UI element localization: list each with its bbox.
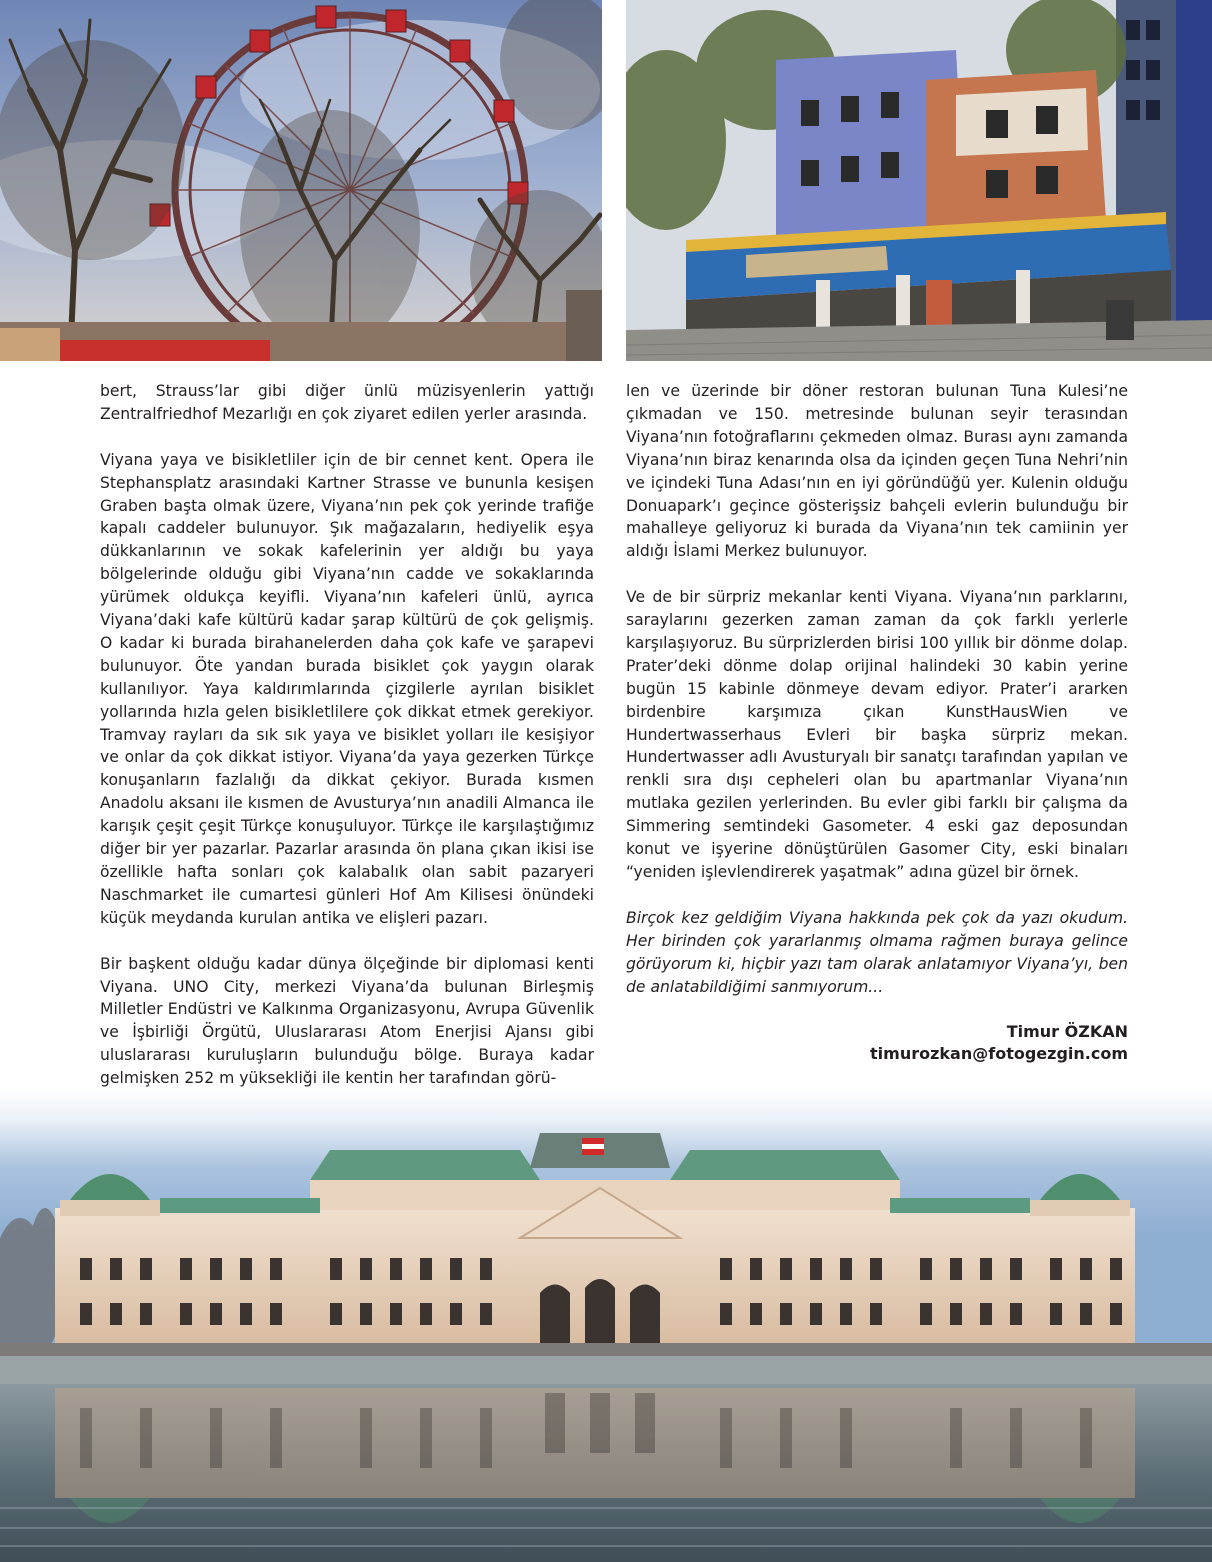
article-paragraph: bert, Strauss’lar gibi diğer ünlü müzisyenlerin yattığı Zentralfriedhof Mezarlığı en çok ziyaret edilen yerler arasında. — [100, 382, 594, 423]
author-name: Timur ÖZKAN — [1006, 1022, 1128, 1042]
article-column-right — [626, 380, 1128, 1065]
closing-paragraph: Birçok kez geldiğim Viyana hakkında pek çok da yazı okudum. Her birinden çok yararlanmış olmama rağmen buraya gelince görüyorum ki, hiçbir yazı tam olarak anlatamıyor Viyana’yı, ben de anlatabildiğimi sanmıyorum... — [626, 908, 1128, 996]
article-paragraph: Ve de bir sürpriz mekanlar kenti Viyana. Viyana’nın parklarını, saraylarını gezerken zaman zaman da çok farklı yerlerle karşılaşıyoruz. Bu sürprizlerden birisi 100 yıllık bir dönme dolap. Prater’deki dönme dolap orijinal halindeki 30 kabin yerine bugün 15 kabinle dönmeye devam ediyor. Prater’i ararken birdenbire karşımıza çıkan KunstHausWien ve Hundertwasserhaus Evleri bir başka sürpriz mekan. Hundertwasser adlı Avusturyalı bir sanatçı tarafından yapılan ve renkli sıra dışı cepheleri olan bu apartmanlar Viyana’nın mutlaka gezilen yerlerinden. Bu evler gibi farklı bir çalışma da Simmering semtindeki Gasometer. 4 eski gaz deposundan konut ve işyerine dönüştürülen Gasomer City, eski binaları “yeniden işlevlendirerek yaşatmak” adına güzel bir örnek. — [626, 588, 1128, 882]
article-paragraph: Viyana yaya ve bisikletliler için de bir cennet kent. Opera ile Stephansplatz arasındaki Kartner Strasse ve bununla kesişen Graben başta olmak üzere, Viyana’nın pek çok yerinde trafiğe kapalı caddeler bulunuyor. Şık mağazaların, hediyelik eşya dükkanlarının ve sokak kafelerinin yer aldığı bu yaya bölgelerinde olduğu gibi Viyana’nın cadde ve sokaklarında yürümek oldukça keyifli. Viyana’nın kafeleri ünlü, ayrıca Viyana’daki kafe kültürü kadar şarap kültürü de çok gelişmiş. O kadar ki burada birahanelerden daha çok kafe ve şarapevi bulunuyor. Öte yandan burada bisiklet çok yaygın olarak kullanılıyor. Yaya kaldırımlarında çizgilerle ayrılan bisiklet yollarında hızla gelen bisikletlilere çok dikkat etmek gerekiyor. Tramvay rayları da sık sık yaya ve bisiklet yolları ile kesişiyor ve onlar da çok dikkat istiyor. Viyana’da yaya gezerken Türkçe konuşanların fazlalığı da dikkat çekiyor. Burada kısmen Anadolu aksanı ile kısmen de Avusturya’nın anadili Almanca ile karışık çeşit çeşit Türkçe konuşuluyor. Türkçe ile karşılaştığımız diğer bir yer pazarlar. Pazarlar arasında ön plana çıkan ikisi ise özellikle hafta sonları çok kalabalık olan sabit pazaryeri Naschmarket ile cumartesi günleri Hof Am Kilisesi önündeki küçük meydanda kurulan antika ve elişleri pazarı. — [100, 450, 594, 927]
hundertwasserhaus-illustration — [626, 0, 1212, 361]
article-paragraph: Bir başkent olduğu kadar dünya ölçeğinde bir diplomasi kenti Viyana. UNO City, merkezi Viyana’da bulunan Birleşmiş Milletler Endüstri ve Kalkınma Organizasyonu, Avrupa Güvenlik ve İşbirliği Örgütü, Uluslararası Atom Enerjisi Ajansı gibi uluslararası kuruluşların bulunduğu bölge. Buraya kadar gelmişken 252 m yüksekliği ile kentin her tarafından görü- — [100, 954, 594, 1088]
article-column-left — [100, 380, 594, 1113]
belvedere-palace-illustration — [0, 1088, 1212, 1562]
ferris-wheel-illustration — [0, 0, 602, 361]
ferris-wheel-photo — [0, 0, 602, 361]
author-email: timurozkan@fotogezgin.com — [870, 1044, 1128, 1064]
hundertwasserhaus-photo — [626, 0, 1212, 361]
belvedere-palace-photo — [0, 1088, 1212, 1562]
author-signature — [626, 1021, 1128, 1065]
article-paragraph: len ve üzerinde bir döner restoran bulunan Tuna Kulesi’ne çıkmadan ve 150. metresinde bulunan seyir terasından Viyana’nın fotoğraflarını çekmeden olmaz. Burası aynı zamanda Viyana’nın biraz kenarında olsa da içinden geçen Tuna Nehri’nin ve içindeki Tuna Adası’nın en iyi göründüğü yer. Kulenin olduğu Donuapark’ı geçince gösterişsiz bahçeli evlerin bulunduğu bir mahalleye geliyoruz ki burada da Viyana’nın tek camiinin yer aldığı İslami Merkez bulunuyor. — [626, 382, 1128, 561]
